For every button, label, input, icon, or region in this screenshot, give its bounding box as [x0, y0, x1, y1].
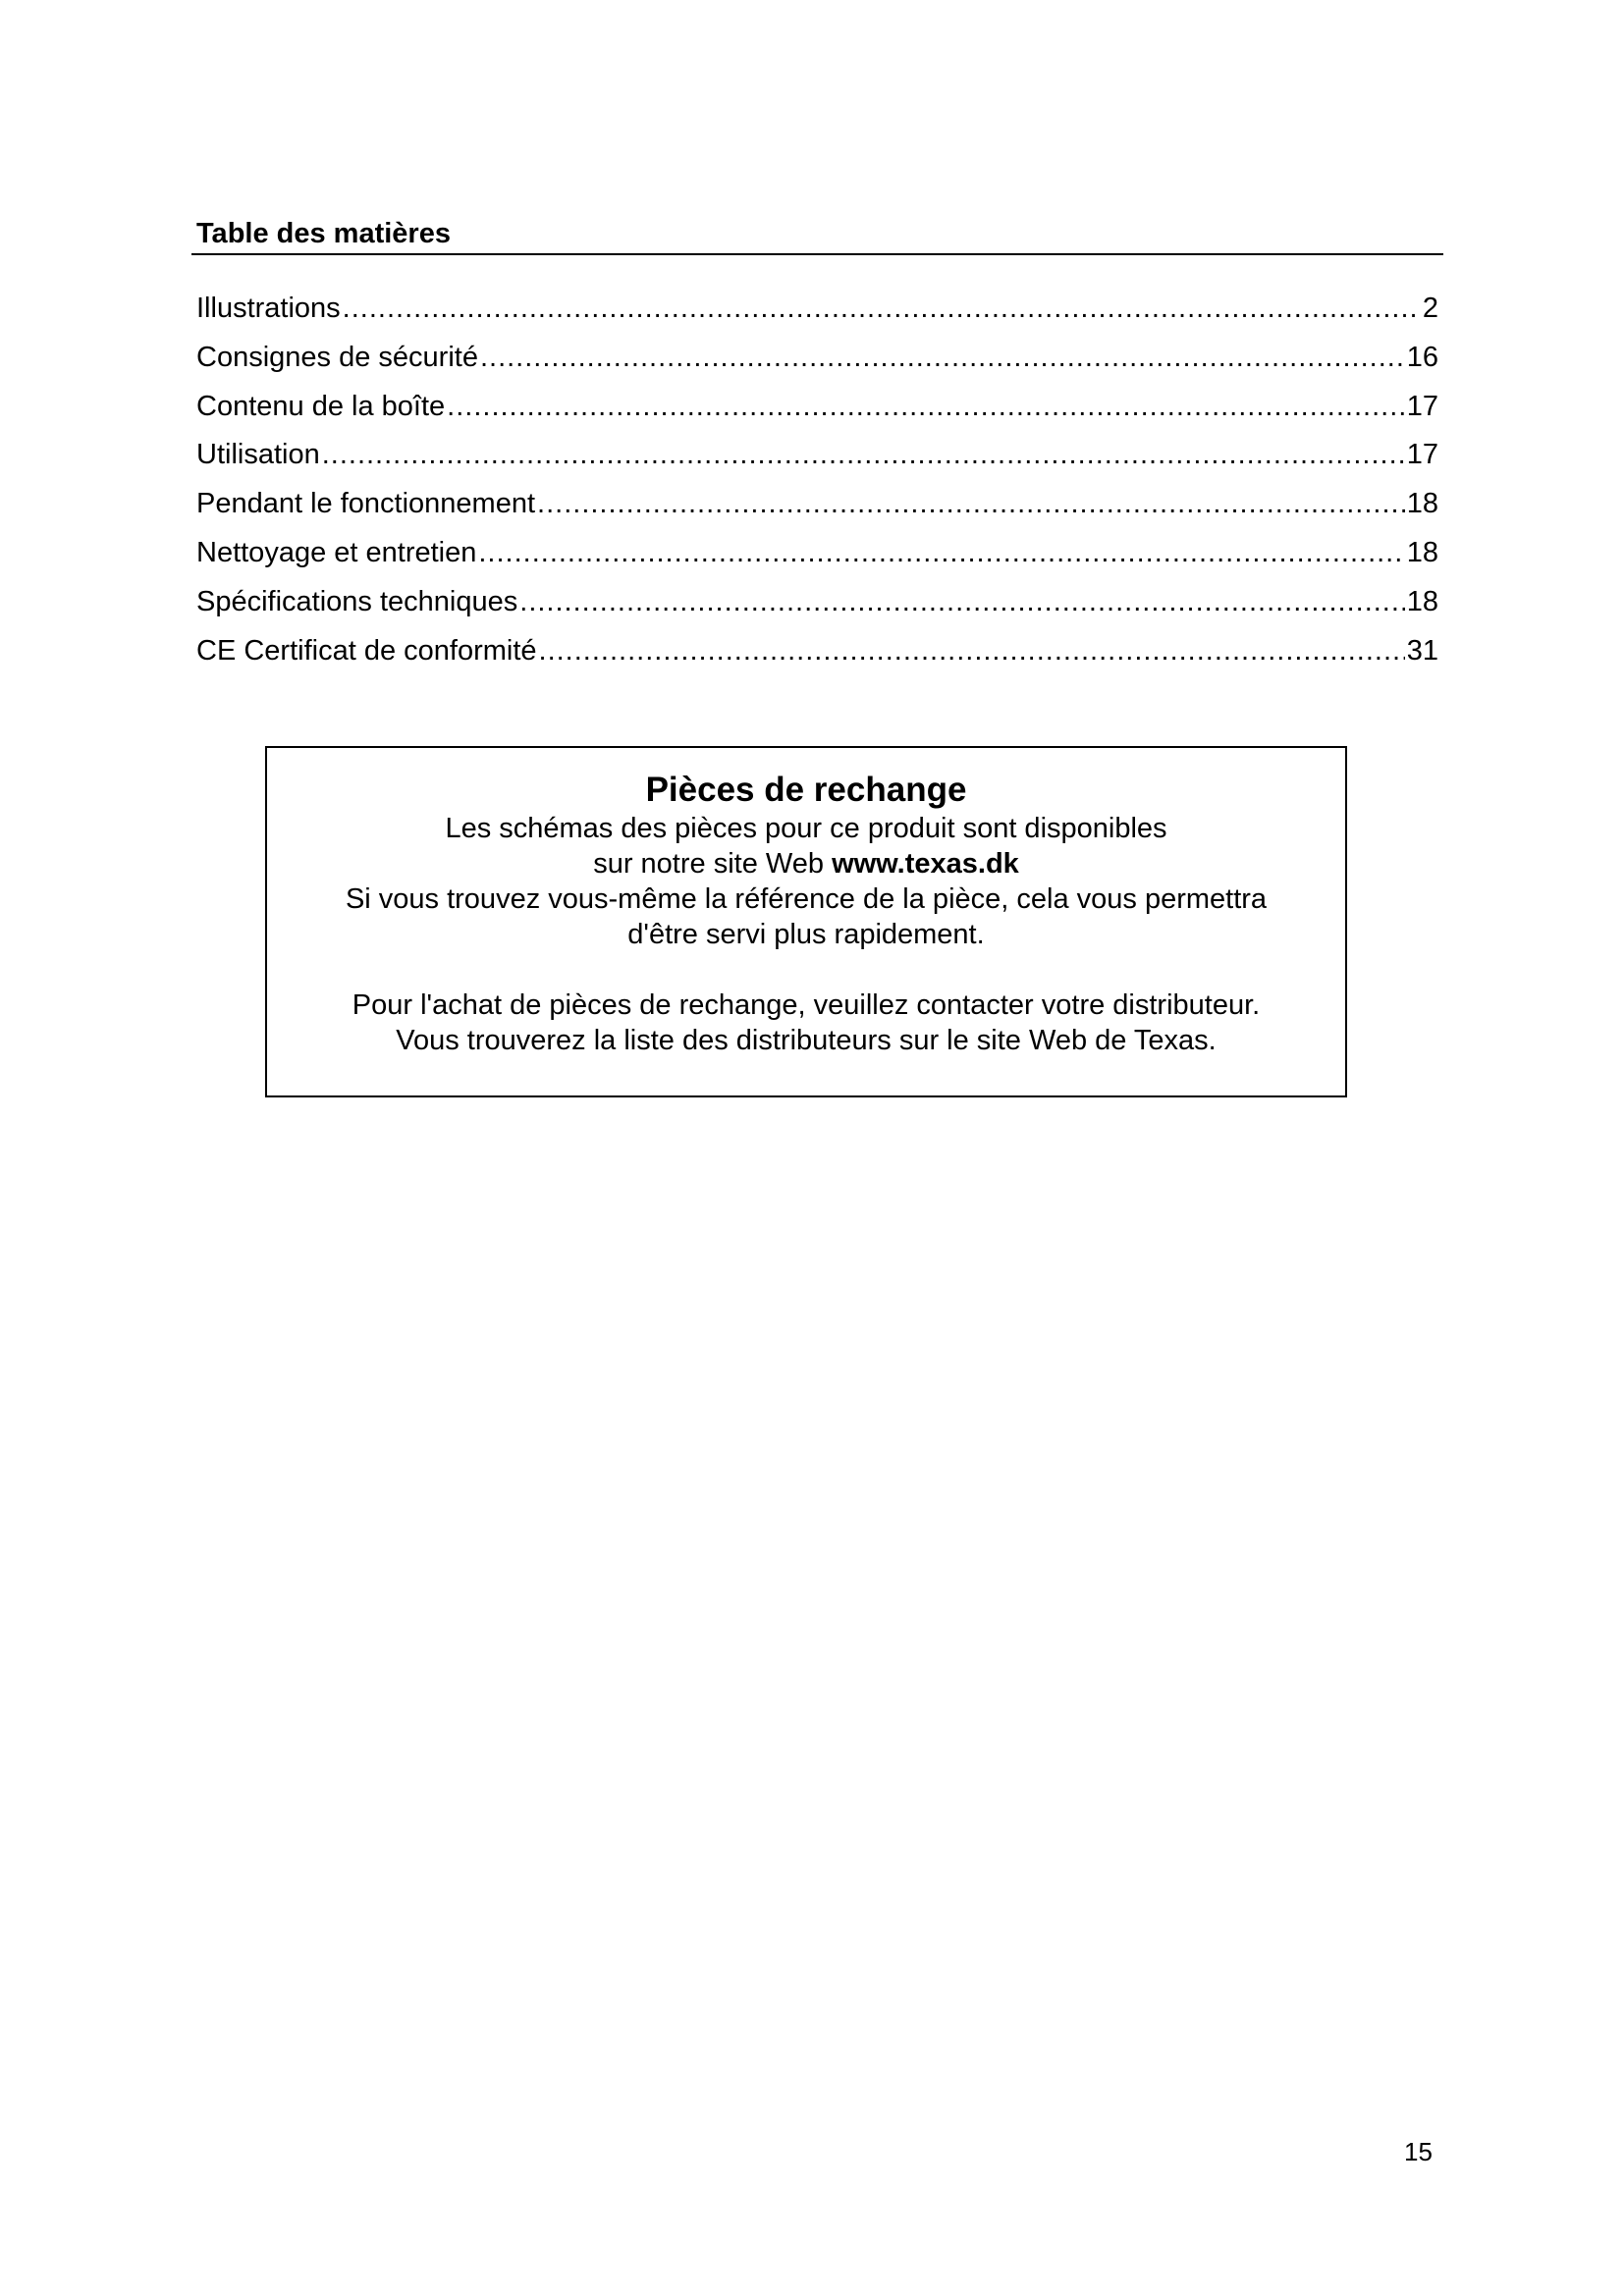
spare-parts-line: Pour l'achat de pièces de rechange, veuillez contacter votre distributeur. — [352, 989, 1261, 1021]
toc-leader-dots — [519, 578, 1404, 627]
toc-entry-title: Consignes de sécurité — [196, 341, 478, 373]
toc-heading: Table des matières — [196, 218, 451, 249]
toc-entry-title: Spécifications techniques — [196, 585, 518, 617]
toc-entry-operation[interactable] — [196, 480, 1438, 529]
toc-entry-page: 17 — [1406, 439, 1438, 471]
spare-parts-line: d'être servi plus rapidement. — [627, 919, 985, 950]
toc-entry-page: 17 — [1406, 390, 1438, 422]
toc-entry-title: Nettoyage et entretien — [196, 536, 477, 568]
toc-entry-specifications[interactable] — [196, 578, 1438, 627]
toc-leader-dots — [478, 529, 1404, 578]
toc-entry-page: 31 — [1406, 634, 1438, 667]
toc-entry-title: Contenu de la boîte — [196, 390, 446, 422]
spare-parts-title: Pièces de rechange — [645, 771, 967, 809]
spare-parts-line: Vous trouverez la liste des distributeurs sur le site Web de Texas. — [396, 1025, 1217, 1056]
toc-leader-dots — [343, 285, 1421, 334]
toc-entry-illustrations[interactable] — [196, 285, 1438, 334]
toc-entry-ce-certificate[interactable] — [196, 627, 1438, 676]
toc-entry-page: 18 — [1406, 585, 1438, 617]
toc-entry-title: CE Certificat de conformité — [196, 634, 537, 667]
toc-divider — [191, 253, 1443, 255]
paragraph-spacer — [267, 952, 1345, 988]
toc-entry-page: 2 — [1422, 293, 1438, 324]
toc-leader-dots — [447, 383, 1405, 432]
toc-leader-dots — [539, 627, 1405, 676]
toc-entry-maintenance[interactable] — [196, 529, 1438, 578]
spare-parts-line: Les schémas des pièces pour ce produit sont disponibles — [445, 813, 1167, 844]
toc-list — [196, 285, 1438, 675]
toc-entry-title: Illustrations — [196, 293, 341, 324]
website-link[interactable]: www.texas.dk — [832, 848, 1019, 880]
toc-entry-safety[interactable] — [196, 334, 1438, 383]
toc-leader-dots — [480, 334, 1405, 383]
page-number: 15 — [1404, 2137, 1433, 2166]
toc-entry-usage[interactable] — [196, 431, 1438, 480]
spare-parts-notice — [265, 746, 1347, 1097]
spare-parts-line-prefix: sur notre site Web — [593, 848, 833, 880]
toc-entry-page: 18 — [1406, 536, 1438, 568]
toc-leader-dots — [537, 480, 1405, 529]
toc-leader-dots — [322, 431, 1405, 480]
spare-parts-line: Si vous trouvez vous-même la référence de la pièce, cela vous permettra — [345, 883, 1268, 915]
toc-entry-title: Pendant le fonctionnement — [196, 488, 536, 520]
spare-parts-line — [267, 846, 1345, 881]
toc-entry-page: 16 — [1406, 341, 1438, 373]
toc-entry-box-contents[interactable] — [196, 383, 1438, 432]
toc-entry-page: 18 — [1406, 488, 1438, 520]
toc-entry-title: Utilisation — [196, 439, 320, 471]
